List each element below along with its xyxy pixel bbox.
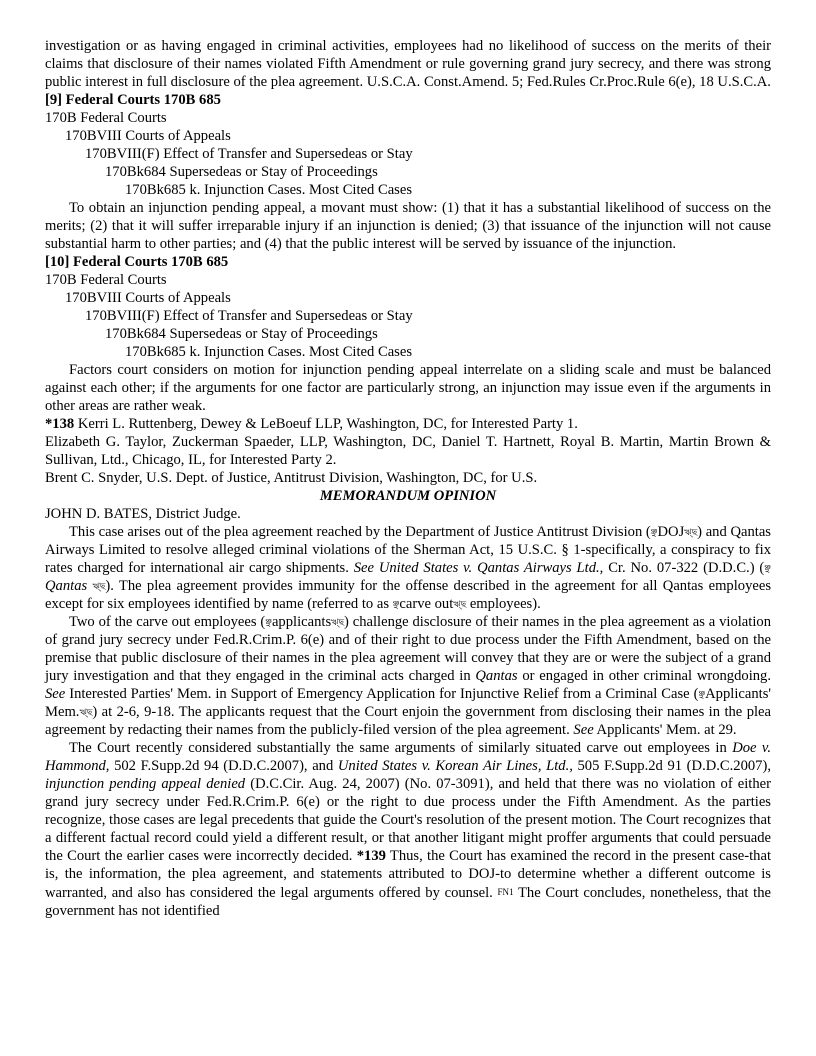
counsel-line-2: Elizabeth G. Taylor, Zuckerman Spaeder, LLP, Washington, DC, Daniel T. Hartnett, Royal B. Martin, Martin Brown & Sullivan, Ltd., Chicago, IL, for Interested Party 2. [45,434,771,468]
opinion-paragraph-1: This case arises out of the plea agreement reached by the Department of Justice Antitrust Division (ঞ্ছDOJঋ্ছ) and Qantas Airways Limited to resolve alleged criminal violations of the Sherman Act, 15 U.S.C. § 1-specifically, a conspiracy to fix rates charged for international air cargo shipments. See United States v. Qantas Airways Ltd., Cr. No. 07-322 (D.D.C.) (ঞ্ছ Qantas ঋ্ছ). The plea agreement provides immunity for the offense described in the agreement for all Qantas employees except for six employees identified by name (referred to as ঞ্ছcarve outঋ্ছ employees). [45,524,772,612]
headnote-10-key-1: 170B Federal Courts [45,272,167,288]
headnote-9-key-1: 170B Federal Courts [45,110,167,126]
opinion-title: MEMORANDUM OPINION [319,488,497,504]
citation-korean-air-link[interactable]: United States v. Korean Air Lines, Ltd., [337,758,573,774]
headnote-10-heading: [10] Federal Courts 170B 685 [45,254,229,270]
headnote-10-key-3: 170BVIII(F) Effect of Transfer and Supersedeas or Stay [85,308,413,324]
headnote-9-body: To obtain an injunction pending appeal, a movant must show: (1) that it has a substantial likelihood of success on the merits; (2) that it will suffer irreparable injury if an injunction is denied; (3) that issuance of the injunction will not cause substantial harm to other parties; and (4) that the public interest will be served by issuance of the injunction. [45,200,771,252]
citation-qantas-link[interactable]: See United States v. Qantas Airways Ltd., [353,560,604,576]
document-page [45,37,771,920]
headnote-10-key-2: 170BVIII Courts of Appeals [65,290,231,306]
headnote-10-key-5-link[interactable]: 170Bk685 k. Injunction Cases. Most Cited Cases [125,344,413,360]
footnote-fn1-link[interactable]: FN1 [497,887,514,897]
headnote-9-key-3: 170BVIII(F) Effect of Transfer and Supersedeas or Stay [85,146,413,162]
counsel-line-3: Brent C. Snyder, U.S. Dept. of Justice, Antitrust Division, Washington, DC, for U.S. [45,470,538,486]
counsel-1-text: Kerri L. Ruttenberg, Dewey & LeBoeuf LLP, Washington, DC, for Interested Party 1. [74,416,578,432]
open-quote-glyph: ঞ্ছ [650,527,658,537]
headnote-summary-paragraph: investigation or as having engaged in criminal activities, employees had no likelihood of success on the merits of their claims that disclosure of their names violated Fifth Amendment or rule governing grand jury secrecy, and there was strong public interest in full disclosure of the plea agreement. U.S.C.A. Const.Amend. 5; Fed.Rules Cr.Proc.Rule 6(e), 18 U.S.C.A. [45,38,771,90]
citation-doe-v-hammond-link[interactable]: Doe v. Hammond, [45,740,771,774]
counsel-line-1 [45,415,771,433]
headnote-9-key-5-link[interactable]: 170Bk685 k. Injunction Cases. Most Cited Cases [125,182,413,198]
headnote-9-key-2: 170BVIII Courts of Appeals [65,128,231,144]
headnote-9-key-4: 170Bk684 Supersedeas or Stay of Proceedings [105,164,378,180]
judge-line: JOHN D. BATES, District Judge. [45,506,241,522]
page-marker-138: *138 [45,416,75,432]
headnote-9-heading: [9] Federal Courts 170B 685 [45,92,221,108]
page-marker-139: *139 [356,848,386,864]
headnote-10-body: Factors court considers on motion for injunction pending appeal interrelate on a sliding scale and must be balanced against each other; if the arguments for one factor are particularly strong, an injunction may issue even if the arguments in other areas are rather weak. [45,362,771,414]
headnote-10-key-4: 170Bk684 Supersedeas or Stay of Proceedings [105,326,378,342]
opinion-paragraph-2: Two of the carve out employees (ঞ্ছapplicantsঋ্ছ) challenge disclosure of their names in the plea agreement as a violation of grand jury secrecy under Fed.R.Crim.P. 6(e) and of their right to due process under the Fifth Amendment, based on the premise that public disclosure of their names in the plea agreement will convey that they are or were the subject of a grand jury investigation and that they engaged in the criminal acts charged in Qantas or engaged in other criminal wrongdoing. See Interested Parties' Mem. in Support of Emergency Application for Injunctive Relief from a Criminal Case (ঞ্ছApplicants' Mem.ঋ্ছ) at 2-6, 9-18. The applicants request that the Court enjoin the government from disclosing their names in the plea agreement by redacting their names from the publicly-filed version of the plea agreement. See Applicants' Mem. at 29. [45,614,771,738]
close-quote-glyph: ঋ্ছ [684,527,698,537]
opinion-paragraph-3: The Court recently considered substantially the same arguments of similarly situated carve out employees in Doe v. Hammond, 502 F.Supp.2d 94 (D.D.C.2007), and United States v. Korean Air Lines, Ltd., 505 F.Supp.2d 91 (D.D.C.2007), injunction pending appeal denied (D.C.Cir. Aug. 24, 2007) (No. 07-3091), and held that there was no violation of either grand jury secrecy under Fed.R.Crim.P. 6(e) or the right to due process under the Fifth Amendment. As the parties recognize, those cases are legal precedents that guide the Court's resolution of the present motion. The Court recognizes that a different factual record could yield a different result, or that another litigant might proffer arguments that could persuade the Court the earlier cases were incorrectly decided. *139 Thus, the Court has examined the record in the present case-that is, the information, the plea agreement, and statements attributed to DOJ-to determine whether a different outcome is warranted, and also has considered the legal arguments offered by counsel. $^{FN1}$ The Court concludes, nonetheless, that the government has not identified [45,740,771,919]
